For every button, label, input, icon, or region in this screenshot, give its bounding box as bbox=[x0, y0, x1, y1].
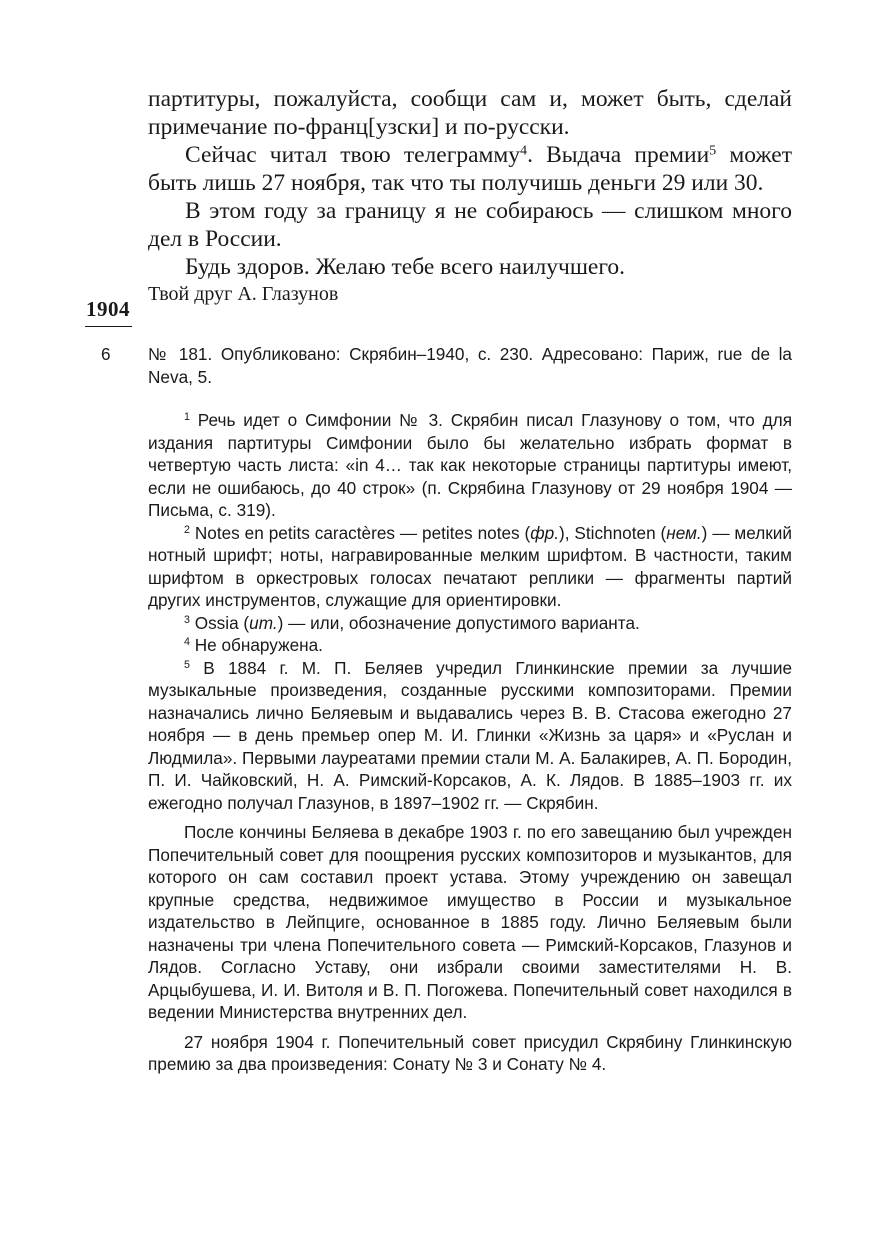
document-note: № 181. Опубликовано: Скрябин–1940, с. 230. Адресовано: Париж, rue de la Neva, 5. bbox=[148, 344, 792, 387]
footnote-ref-5: 5 bbox=[709, 142, 717, 159]
margin-reference: 6 bbox=[101, 344, 111, 364]
letter-paragraph-2: Сейчас читал твою телеграмму$^4$. Выдача премии$^5$ может быть лишь 27 ноября, так что ты получишь деньги 29 или 30. bbox=[148, 142, 792, 196]
footnote-5: $^5$ В 1884 г. М. П. Беляев учредил Глинкинские премии за лучшие музыкальные произведения, созданные русскими композиторами. Премии назначались лично Беляевым и выдавались через В. В. Стасова ежегодно 27 ноября — в день премьер опер М. И. Глинки «Жизнь за царя» и «Руслан и Людмила». Первыми лауреатами премии стали М. А. Балакирев, А. П. Бородин, П. И. Чайковский, Н. А. Римский-Корсаков, А. К. Лядов. В 1885–1903 гг. их ежегодно получал Глазунов, в 1897–1902 гг. — Скрябин. bbox=[148, 657, 792, 813]
footnote-1: $^1$ Речь идет о Симфонии № 3. Скрябин писал Глазунову о том, что для издания партитуры Симфонии было бы желательно избрать формат в четвертую часть листа: «in 4… так как некоторые страницы партитуры имеют, если не ошибаюсь, до 40 строк» (п. Скрябина Глазунову от 29 ноября 1904 — Письма, с. 319). bbox=[148, 410, 792, 520]
signature: Твой друг А. Глазунов bbox=[148, 283, 339, 305]
footnote-5-continued: После кончины Беляева в декабре 1903 г. по его завещанию был учрежден Попечительный совет для поощрения русских композиторов и музыкантов, для которого он сам составил проект устава. Этому учреждению он завещал крупные средства, недвижимое имущество в России и музыкальное издательство в Лейпциге, основанное в 1885 году. Лично Беляевым были назначены три члена Попечительного совета — Римский-Корсаков, Глазунов и Лядов. Согласно Уставу, они избрали своими заместителями Н. В. Арцыбушева, И. И. Витоля и В. П. Погожева. Попечительный совет находился в ведении Министерства внутренних дел. bbox=[148, 822, 792, 1022]
year-divider bbox=[85, 326, 132, 327]
letter-text bbox=[148, 85, 792, 307]
footnote-2: $^2$ Notes en petits caractères — petites notes (фр.), Stichnoten (нем.) — мелкий нотный шрифт; ноты, награвированные мелким шрифтом. В частности, таким шрифтом в оркестровых голосах печатают реплики — фрагменты партий других инструментов, служащие для ориентировки. bbox=[148, 522, 792, 610]
footnote-3: $^3$ Ossia (ит.) — или, обозначение допустимого варианта. bbox=[184, 612, 640, 633]
footnote-5-conclusion: 27 ноября 1904 г. Попечительный совет присудил Скрябину Глинкинскую премию за два произведения: Сонату № 3 и Сонату № 4. bbox=[148, 1031, 792, 1074]
footnote-4: $^4$ Не обнаружена. bbox=[184, 635, 323, 655]
footnotes bbox=[148, 409, 792, 1076]
letter-paragraph-1: партитуры, пожалуйста, сообщи сам и, может быть, сделай примечание по-франц[узски] и по-русски. bbox=[148, 86, 792, 140]
footnote-ref-4: 4 bbox=[520, 142, 528, 159]
letter-paragraph-4: Будь здоров. Желаю тебе всего наилучшего. bbox=[185, 254, 626, 280]
letter-paragraph-3: В этом году за границу я не собираюсь — слишком много дел в России. bbox=[148, 198, 792, 252]
margin-year: 1904 bbox=[86, 297, 130, 321]
